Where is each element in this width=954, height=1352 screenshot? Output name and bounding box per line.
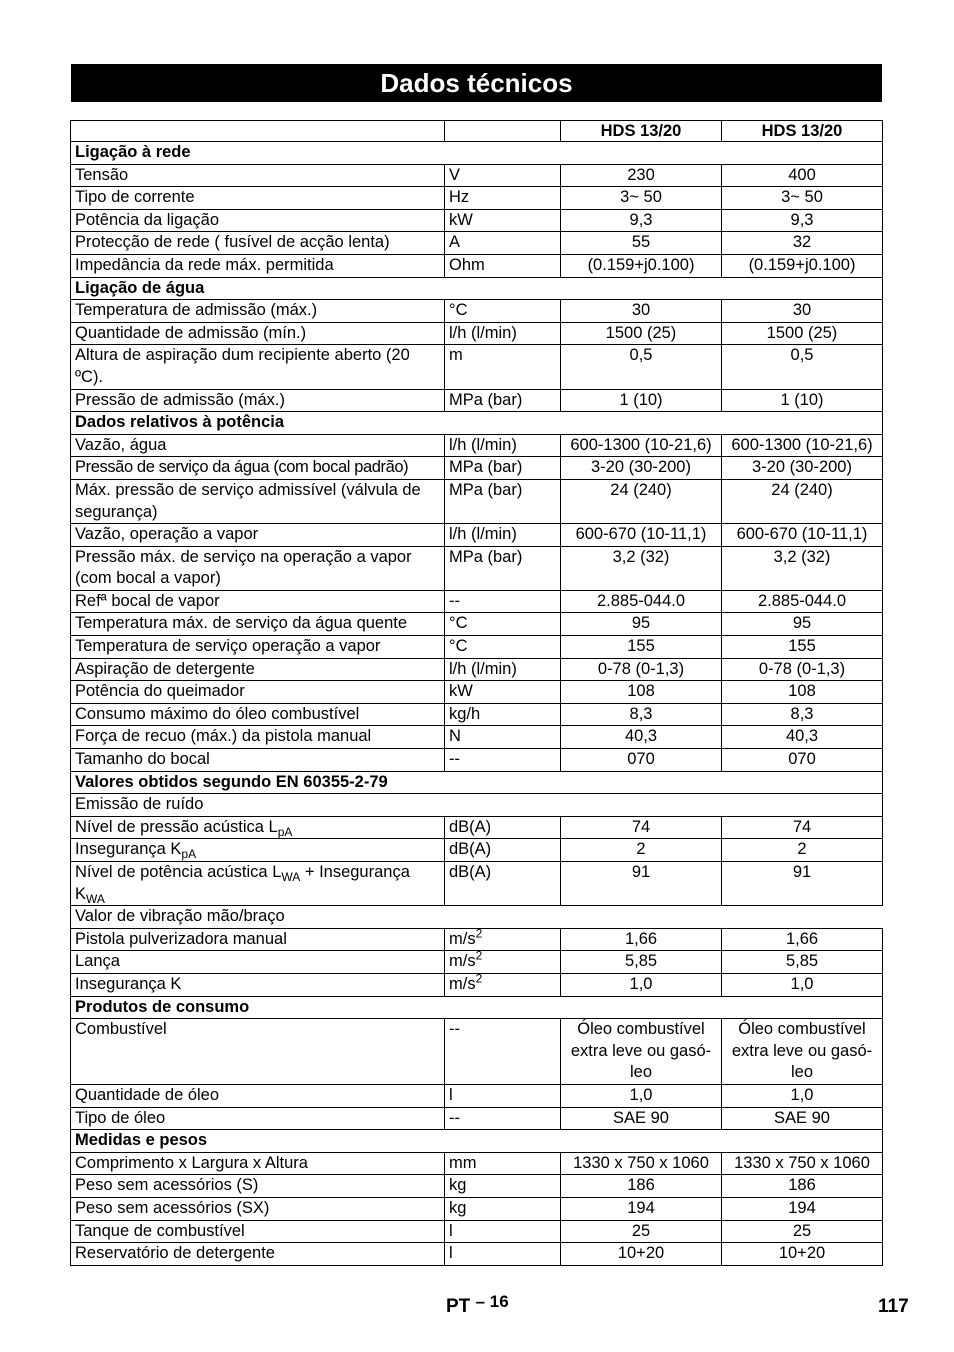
row-value-model-a: 24 (240) xyxy=(561,479,722,523)
table-row xyxy=(71,457,883,480)
subsection-row xyxy=(71,794,883,817)
row-label: Potência da ligação xyxy=(71,209,445,232)
row-value-model-a: 1,66 xyxy=(561,928,722,951)
footer-section-page: 16 xyxy=(489,1292,509,1311)
row-value-model-b: 40,3 xyxy=(722,726,883,749)
table-row xyxy=(71,1243,883,1266)
row-value-model-b: 600-670 (10-11,1) xyxy=(722,524,883,547)
row-label: Quantidade de óleo xyxy=(71,1084,445,1107)
row-value-model-b: 9,3 xyxy=(722,209,883,232)
row-value-model-a: 1 (10) xyxy=(561,389,722,412)
row-unit: MPa (bar) xyxy=(445,479,561,523)
row-label: Protecção de rede ( fusível de acção lenta) xyxy=(71,232,445,255)
row-value-model-a: 2 xyxy=(561,839,722,862)
row-value-model-a: 91 xyxy=(561,862,722,906)
row-value-model-b: 3-20 (30-200) xyxy=(722,457,883,480)
row-value-model-a: 1500 (25) xyxy=(561,322,722,345)
row-unit: MPa (bar) xyxy=(445,457,561,480)
row-unit: N xyxy=(445,726,561,749)
row-label: Refª bocal de vapor xyxy=(71,590,445,613)
table-header-row xyxy=(71,121,883,142)
row-value-model-a: 25 xyxy=(561,1220,722,1243)
section-row xyxy=(71,1130,883,1153)
row-value-model-a: Óleo combustível extra leve ou gasó-leo xyxy=(561,1019,722,1085)
row-value-model-b: 1,66 xyxy=(722,928,883,951)
page-title: Dados técnicos xyxy=(71,64,882,102)
section-row xyxy=(71,412,883,435)
row-unit: l xyxy=(445,1243,561,1266)
section-row xyxy=(71,277,883,300)
row-unit: Ohm xyxy=(445,254,561,277)
row-value-model-a: 3-20 (30-200) xyxy=(561,457,722,480)
section-row xyxy=(71,142,883,165)
row-value-model-a: 55 xyxy=(561,232,722,255)
row-label: Tipo de óleo xyxy=(71,1107,445,1130)
section-heading: Valores obtidos segundo EN 60355-2-79 xyxy=(71,771,883,794)
row-value-model-a: 108 xyxy=(561,681,722,704)
table-row xyxy=(71,658,883,681)
row-unit: -- xyxy=(445,749,561,772)
row-value-model-a: 186 xyxy=(561,1175,722,1198)
table-row xyxy=(71,524,883,547)
row-label: Peso sem acessórios (S) xyxy=(71,1175,445,1198)
row-value-model-b: 155 xyxy=(722,636,883,659)
row-label: Quantidade de admissão (mín.) xyxy=(71,322,445,345)
row-label: Pressão máx. de serviço na operação a vapor (com bocal a vapor) xyxy=(71,546,445,590)
row-value-model-a: 74 xyxy=(561,816,722,839)
row-unit: MPa (bar) xyxy=(445,546,561,590)
row-label: Altura de aspiração dum recipiente aberto (20 ºC). xyxy=(71,345,445,389)
row-unit: dB(A) xyxy=(445,839,561,862)
section-row xyxy=(71,996,883,1019)
row-value-model-b: 5,85 xyxy=(722,951,883,974)
row-value-model-b: 3,2 (32) xyxy=(722,546,883,590)
row-unit: kW xyxy=(445,209,561,232)
row-unit: $m/s^2$ xyxy=(445,973,561,996)
row-value-model-b: 108 xyxy=(722,681,883,704)
row-unit: kg xyxy=(445,1175,561,1198)
row-unit: l xyxy=(445,1220,561,1243)
row-label: Tamanho do bocal xyxy=(71,749,445,772)
table-row xyxy=(71,389,883,412)
section-heading: Ligação à rede xyxy=(71,142,883,165)
row-label: Reservatório de detergente xyxy=(71,1243,445,1266)
table-row xyxy=(71,164,883,187)
row-unit: m xyxy=(445,345,561,389)
table-row xyxy=(71,839,883,862)
row-label: Nível de pressão acústica $L_{pA}$ xyxy=(71,816,445,839)
row-unit: l/h (l/min) xyxy=(445,434,561,457)
row-value-model-a: 1330 x 750 x 1060 xyxy=(561,1152,722,1175)
row-label: Comprimento x Largura x Altura xyxy=(71,1152,445,1175)
table-row xyxy=(71,1197,883,1220)
row-label: Consumo máximo do óleo combustível xyxy=(71,703,445,726)
row-label: Tipo de corrente xyxy=(71,187,445,210)
row-label: Insegurança K xyxy=(71,973,445,996)
table-row xyxy=(71,1220,883,1243)
table-row xyxy=(71,1019,883,1085)
table-row xyxy=(71,345,883,389)
row-unit: V xyxy=(445,164,561,187)
row-label: Insegurança $K_{pA}$ xyxy=(71,839,445,862)
row-value-model-b: 1500 (25) xyxy=(722,322,883,345)
table-row xyxy=(71,434,883,457)
row-value-model-b: 0-78 (0-1,3) xyxy=(722,658,883,681)
table-row xyxy=(71,209,883,232)
table-row xyxy=(71,546,883,590)
row-value-model-b: (0.159+j0.100) xyxy=(722,254,883,277)
row-label: Impedância da rede máx. permitida xyxy=(71,254,445,277)
row-value-model-b: 2 xyxy=(722,839,883,862)
row-value-model-b: 070 xyxy=(722,749,883,772)
table-row xyxy=(71,951,883,974)
row-value-model-a: 9,3 xyxy=(561,209,722,232)
row-value-model-b: SAE 90 xyxy=(722,1107,883,1130)
row-value-model-a: 5,85 xyxy=(561,951,722,974)
row-value-model-a: 40,3 xyxy=(561,726,722,749)
row-value-model-b: 600-1300 (10-21,6) xyxy=(722,434,883,457)
row-unit: dB(A) xyxy=(445,816,561,839)
subsection-heading: Emissão de ruído xyxy=(71,794,883,817)
table-row xyxy=(71,1084,883,1107)
row-label: Temperatura máx. de serviço da água quente xyxy=(71,613,445,636)
row-value-model-a: 070 xyxy=(561,749,722,772)
section-heading: Ligação de água xyxy=(71,277,883,300)
row-label: Pressão de admissão (máx.) xyxy=(71,389,445,412)
row-unit: l/h (l/min) xyxy=(445,658,561,681)
table-row xyxy=(71,726,883,749)
table-row xyxy=(71,232,883,255)
row-value-model-b: 74 xyxy=(722,816,883,839)
row-value-model-b: 3~ 50 xyxy=(722,187,883,210)
row-unit: mm xyxy=(445,1152,561,1175)
table-row xyxy=(71,862,883,906)
table-row xyxy=(71,1107,883,1130)
subsection-row xyxy=(71,906,883,929)
row-value-model-a: 10+20 xyxy=(561,1243,722,1266)
row-value-model-a: 0-78 (0-1,3) xyxy=(561,658,722,681)
row-value-model-a: 2.885-044.0 xyxy=(561,590,722,613)
row-value-model-a: SAE 90 xyxy=(561,1107,722,1130)
row-value-model-b: 25 xyxy=(722,1220,883,1243)
row-unit: -- xyxy=(445,1019,561,1085)
row-value-model-b: 1330 x 750 x 1060 xyxy=(722,1152,883,1175)
row-value-model-a: 3,2 (32) xyxy=(561,546,722,590)
row-label: Lança xyxy=(71,951,445,974)
row-value-model-b: 91 xyxy=(722,862,883,906)
row-value-model-b: 400 xyxy=(722,164,883,187)
row-label: Força de recuo (máx.) da pistola manual xyxy=(71,726,445,749)
table-row xyxy=(71,613,883,636)
row-label: Temperatura de admissão (máx.) xyxy=(71,300,445,323)
row-unit: MPa (bar) xyxy=(445,389,561,412)
row-label: Peso sem acessórios (SX) xyxy=(71,1197,445,1220)
row-value-model-a: 30 xyxy=(561,300,722,323)
row-label: Pressão de serviço da água (com bocal padrão) xyxy=(71,457,445,480)
row-value-model-a: 95 xyxy=(561,613,722,636)
row-value-model-b: 8,3 xyxy=(722,703,883,726)
row-value-model-a: (0.159+j0.100) xyxy=(561,254,722,277)
table-row xyxy=(71,681,883,704)
table-row xyxy=(71,636,883,659)
page-number: 117 xyxy=(878,1296,909,1317)
section-row xyxy=(71,771,883,794)
row-unit: -- xyxy=(445,1107,561,1130)
row-value-model-b: 1,0 xyxy=(722,973,883,996)
row-label: Combustível xyxy=(71,1019,445,1085)
table-row xyxy=(71,703,883,726)
row-value-model-b: 32 xyxy=(722,232,883,255)
row-unit: kg/h xyxy=(445,703,561,726)
row-value-model-b: 10+20 xyxy=(722,1243,883,1266)
row-unit: l/h (l/min) xyxy=(445,322,561,345)
row-value-model-b: 95 xyxy=(722,613,883,636)
section-heading: Dados relativos à potência xyxy=(71,412,883,435)
row-unit: $m/s^2$ xyxy=(445,928,561,951)
row-unit: $m/s^2$ xyxy=(445,951,561,974)
row-label: Potência do queimador xyxy=(71,681,445,704)
row-label: Vazão, operação a vapor xyxy=(71,524,445,547)
row-label: Pistola pulverizadora manual xyxy=(71,928,445,951)
row-value-model-b: 186 xyxy=(722,1175,883,1198)
subsection-heading: Valor de vibração mão/braço xyxy=(71,906,883,929)
table-row xyxy=(71,928,883,951)
row-unit: kW xyxy=(445,681,561,704)
table-row xyxy=(71,300,883,323)
row-label: Tensão xyxy=(71,164,445,187)
row-value-model-a: 0,5 xyxy=(561,345,722,389)
table-row xyxy=(71,187,883,210)
row-label: Vazão, água xyxy=(71,434,445,457)
row-value-model-a: 230 xyxy=(561,164,722,187)
row-unit: -- xyxy=(445,590,561,613)
row-value-model-b: 0,5 xyxy=(722,345,883,389)
row-value-model-a: 194 xyxy=(561,1197,722,1220)
row-value-model-a: 600-670 (10-11,1) xyxy=(561,524,722,547)
row-unit: Hz xyxy=(445,187,561,210)
row-unit: l xyxy=(445,1084,561,1107)
row-unit: l/h (l/min) xyxy=(445,524,561,547)
table-row xyxy=(71,590,883,613)
row-value-model-a: 3~ 50 xyxy=(561,187,722,210)
row-value-model-b: 194 xyxy=(722,1197,883,1220)
table-row xyxy=(71,322,883,345)
footer-language: PT $^{- 16}$ xyxy=(446,1292,509,1317)
table-row xyxy=(71,749,883,772)
row-value-model-b: 1 (10) xyxy=(722,389,883,412)
row-label: Tanque de combustível xyxy=(71,1220,445,1243)
row-label: Temperatura de serviço operação a vapor xyxy=(71,636,445,659)
section-heading: Produtos de consumo xyxy=(71,996,883,1019)
table-row xyxy=(71,1152,883,1175)
table-row xyxy=(71,254,883,277)
row-unit: °C xyxy=(445,300,561,323)
row-value-model-a: 155 xyxy=(561,636,722,659)
row-label: Máx. pressão de serviço admissível (válvula de segurança) xyxy=(71,479,445,523)
table-row xyxy=(71,1175,883,1198)
column-header-model-b: HDS 13/20 xyxy=(722,121,883,142)
row-value-model-b: 30 xyxy=(722,300,883,323)
row-value-model-b: 2.885-044.0 xyxy=(722,590,883,613)
row-value-model-b: 1,0 xyxy=(722,1084,883,1107)
table-row xyxy=(71,479,883,523)
section-heading: Medidas e pesos xyxy=(71,1130,883,1153)
row-value-model-b: 24 (240) xyxy=(722,479,883,523)
row-value-model-a: 8,3 xyxy=(561,703,722,726)
row-label: Aspiração de detergente xyxy=(71,658,445,681)
row-unit: A xyxy=(445,232,561,255)
row-label: Nível de potência acústica $L_{WA}$ + Insegurança $K_{WA}$ xyxy=(71,862,445,906)
row-value-model-a: 1,0 xyxy=(561,973,722,996)
table-row xyxy=(71,816,883,839)
row-value-model-b: Óleo combustível extra leve ou gasó-leo xyxy=(722,1019,883,1085)
row-value-model-a: 1,0 xyxy=(561,1084,722,1107)
row-value-model-a: 600-1300 (10-21,6) xyxy=(561,434,722,457)
row-unit: kg xyxy=(445,1197,561,1220)
row-unit: °C xyxy=(445,613,561,636)
technical-data-table xyxy=(70,120,883,1266)
row-unit: dB(A) xyxy=(445,862,561,906)
column-header-model-a: HDS 13/20 xyxy=(561,121,722,142)
table-row xyxy=(71,973,883,996)
row-unit: °C xyxy=(445,636,561,659)
